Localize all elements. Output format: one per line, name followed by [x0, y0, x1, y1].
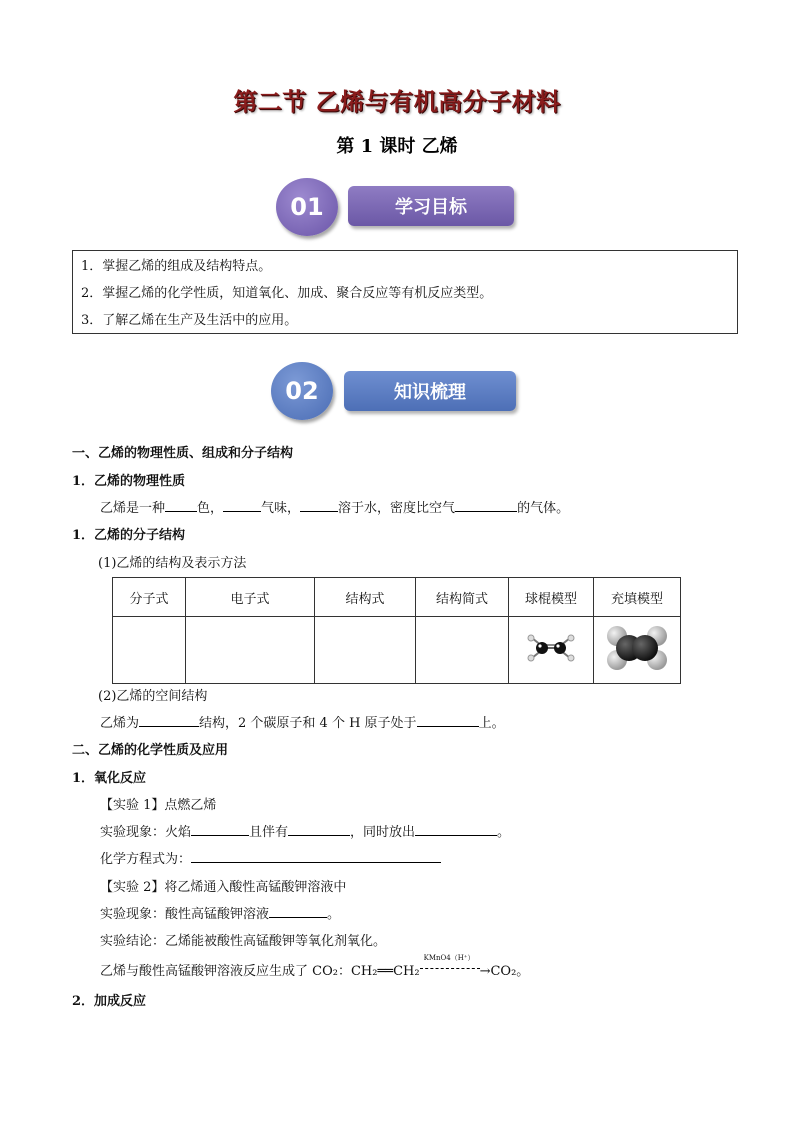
fill-blank[interactable]	[415, 823, 497, 836]
page-title: 第二节 乙烯与有机高分子材料	[233, 88, 561, 116]
text: 色，	[197, 501, 224, 516]
text: ，同时放出	[350, 825, 416, 840]
section-number-badge: 02	[271, 362, 333, 420]
fill-blank[interactable]	[455, 499, 517, 512]
spatial-structure-label: (2)乙烯的空间结构	[98, 689, 208, 704]
fill-blank[interactable]	[139, 714, 199, 727]
experiment2-phenomenon	[100, 903, 340, 922]
physical-props-heading: 1．乙烯的物理性质	[72, 474, 186, 489]
ball-and-stick-model-icon	[525, 633, 577, 663]
molecular-structure-heading: 1．乙烯的分子结构	[72, 528, 186, 543]
text: 的气体。	[517, 501, 570, 516]
spatial-structure-sentence	[100, 712, 505, 731]
table-cell[interactable]	[416, 617, 509, 684]
fill-blank[interactable]	[223, 499, 261, 512]
fill-blank[interactable]	[191, 823, 249, 836]
text: 气味，	[261, 501, 301, 516]
oxidation-heading: 1．氧化反应	[72, 771, 147, 786]
arrow-line	[420, 968, 480, 969]
experiment2-title: 【实验 2】将乙烯通入酸性高锰酸钾溶液中	[100, 880, 347, 895]
chemical-equation-line	[100, 848, 441, 867]
table-header: 球棍模型	[509, 578, 594, 617]
ball-stick-model-cell	[509, 617, 594, 684]
table-header: 结构简式	[416, 578, 509, 617]
section-label-learning-goals: 学习目标	[348, 186, 514, 226]
part1-heading: 一、乙烯的物理性质、组成和分子结构	[72, 446, 294, 461]
structure-table	[112, 577, 681, 684]
structure-representation-label: (1)乙烯的结构及表示方法	[98, 556, 247, 571]
reaction-equation	[100, 954, 530, 979]
experiment1-title: 【实验 1】点燃乙烯	[100, 798, 217, 813]
addition-reaction-heading: 2．加成反应	[72, 994, 147, 1009]
fill-blank[interactable]	[191, 850, 441, 863]
text: 结构，2 个碳原子和 4 个 H 原子处于	[199, 716, 417, 731]
space-filling-model-cell	[594, 617, 681, 684]
text: 乙烯是一种	[100, 501, 166, 516]
experiment1-phenomenon	[100, 821, 510, 840]
text: 。	[497, 825, 511, 840]
section-number-badge: 01	[276, 178, 338, 236]
text: 实验现象：火焰	[100, 825, 192, 840]
text: 实验现象：酸性高锰酸钾溶液	[100, 907, 270, 922]
text: 。	[327, 907, 341, 922]
experiment2-conclusion: 实验结论：乙烯能被酸性高锰酸钾等氧化剂氧化。	[100, 934, 387, 949]
fill-blank[interactable]	[165, 499, 197, 512]
goal-item: 3．了解乙烯在生产及生活中的应用。	[81, 313, 298, 328]
goal-item: 1．掌握乙烯的组成及结构特点。	[81, 259, 272, 274]
space-filling-model-icon	[605, 625, 669, 671]
text: 乙烯与酸性高锰酸钾溶液反应生成了 CO₂：CH₂══CH₂	[100, 964, 420, 979]
text: 化学方程式为：	[100, 852, 192, 867]
text: 且伴有	[249, 825, 289, 840]
fill-blank[interactable]	[417, 714, 479, 727]
lesson-subtitle: 第 1 课时 乙烯	[336, 136, 458, 157]
table-cell[interactable]	[186, 617, 315, 684]
section-label-knowledge-review: 知识梳理	[344, 371, 516, 411]
text: 上。	[478, 716, 505, 731]
fill-blank[interactable]	[288, 823, 350, 836]
fill-blank[interactable]	[269, 905, 327, 918]
goal-item: 2．掌握乙烯的化学性质，知道氧化、加成、聚合反应等有机反应类型。	[81, 286, 493, 301]
text: →CO₂。	[479, 964, 530, 979]
reaction-arrow	[420, 954, 480, 975]
reaction-condition: KMnO4（H⁺）	[423, 954, 475, 962]
part2-heading: 二、乙烯的化学性质及应用	[72, 743, 229, 758]
text: 溶于水，密度比空气	[338, 501, 456, 516]
table-header: 电子式	[186, 578, 315, 617]
table-header: 分子式	[113, 578, 186, 617]
table-cell[interactable]	[315, 617, 416, 684]
table-header: 结构式	[315, 578, 416, 617]
table-header: 充填模型	[594, 578, 681, 617]
learning-goals-box	[72, 250, 738, 334]
table-cell[interactable]	[113, 617, 186, 684]
physical-props-sentence	[100, 497, 569, 516]
fill-blank[interactable]	[300, 499, 338, 512]
text: 乙烯为	[100, 716, 140, 731]
